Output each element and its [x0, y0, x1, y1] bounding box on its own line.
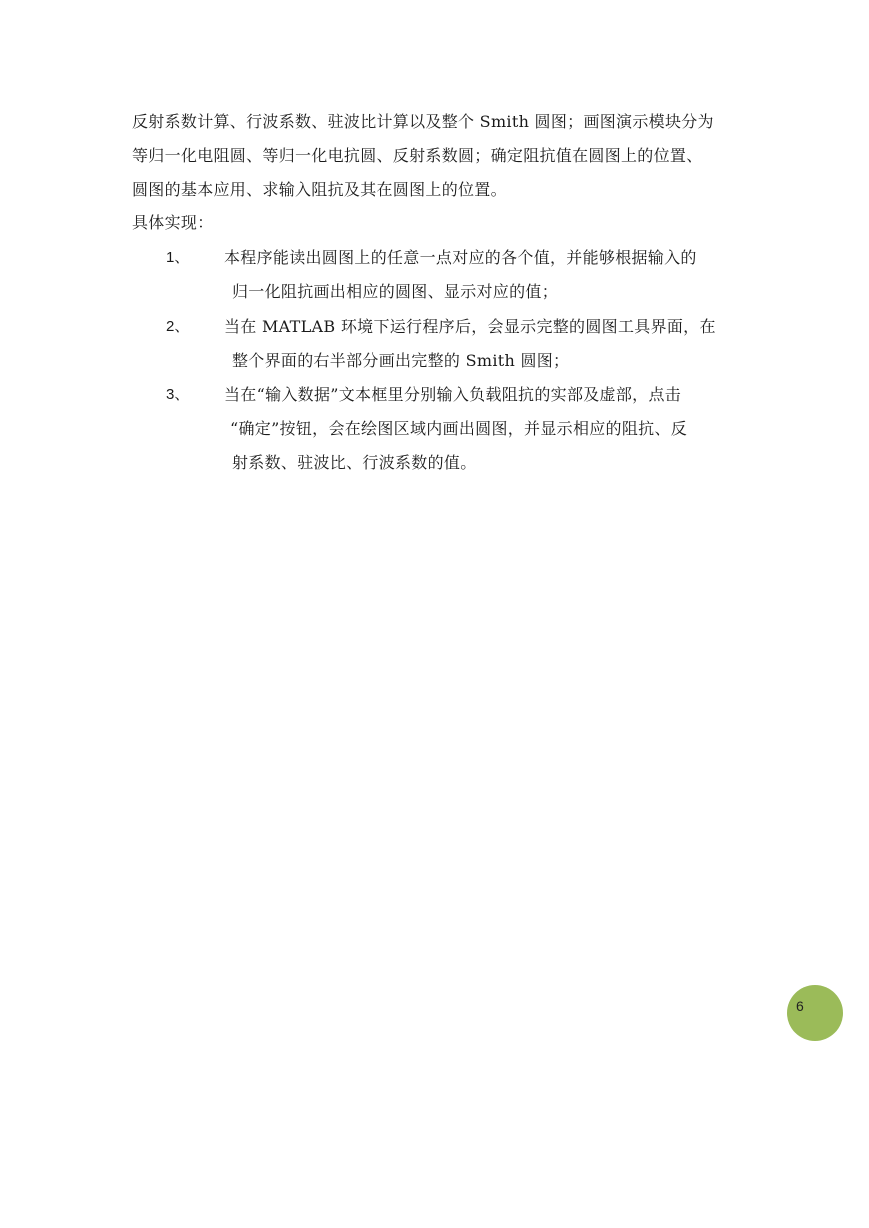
paragraph-line-3: 圆图的基本应用、求输入阻抗及其在圆图上的位置。	[132, 180, 507, 199]
list-item-line: 本程序能读出圆图上的任意一点对应的各个值，并能够根据输入的	[224, 248, 697, 267]
list-item-number: 2、	[166, 318, 190, 335]
list-item-line: 当在“输入数据”文本框里分别输入负载阻抗的实部及虚部，点击	[224, 385, 682, 404]
list-item-number: 3、	[166, 386, 190, 403]
paragraph-line-1: 反射系数计算、行波系数、驻波比计算以及整个 Smith 圆图；画图演示模块分为	[132, 112, 714, 131]
list-item-line: 当在 MATLAB 环境下运行程序后，会显示完整的圆图工具界面，在	[224, 317, 716, 336]
list-item-line: 整个界面的右半部分画出完整的 Smith 圆图；	[232, 351, 570, 370]
paragraph-line-2: 等归一化电阻圆、等归一化电抗圆、反射系数圆；确定阻抗值在圆图上的位置、	[132, 146, 703, 165]
page-number: 6	[796, 998, 804, 1014]
list-item-line: 射系数、驻波比、行波系数的值。	[232, 453, 477, 472]
list-item-line: “确定”按钮，会在绘图区域内画出圆图，并显示相应的阻抗、反	[230, 419, 688, 438]
list-item-line: 归一化阻抗画出相应的圆图、显示对应的值；	[232, 282, 559, 301]
page-number-badge	[787, 985, 843, 1041]
section-heading: 具体实现：	[132, 213, 214, 232]
list-item-number: 1、	[166, 249, 190, 266]
